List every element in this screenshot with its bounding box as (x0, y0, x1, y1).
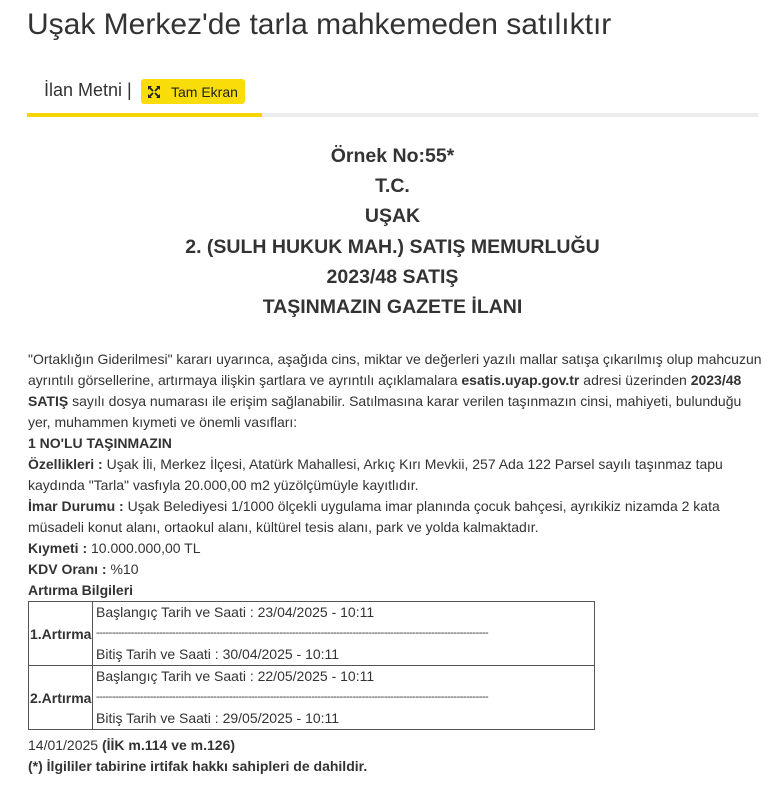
active-tab-indicator (27, 113, 262, 117)
page-title: Uşak Merkez'de tarla mahkemeden satılıktır (27, 8, 612, 41)
auction-table (28, 601, 595, 730)
file-number: 2023/48 SATIŞ (28, 372, 742, 409)
notice-date-line (28, 735, 763, 756)
dash-separator: ---------------------------------------------------------------------------------------------------------------------------- (96, 627, 489, 639)
table-row (29, 602, 595, 666)
esatis-link[interactable]: esatis.uyap.gov.tr (461, 372, 580, 388)
dash-separator: ---------------------------------------------------------------------------------------------------------------------------- (96, 691, 489, 703)
auction-heading: Artırma Bilgileri (28, 582, 134, 598)
fullscreen-label: Tam Ekran (171, 83, 238, 100)
auction-label: 2.Artırma (29, 666, 93, 730)
fullscreen-button[interactable] (141, 79, 245, 104)
property-zoning: İmar Durumu : Uşak Belediyesi 1/1000 ölçekli uygulama imar planında çocuk bahçesi, ayrıkikiz nizamda 2 kata müsadeli konut alanı, ortaokul alanı, kültürel tesis alanı, park ve yolda kalmaktadır. (28, 498, 720, 535)
law-reference: (İİK m.114 ve m.126) (101, 737, 236, 753)
header-office: 2. (SULH HUKUK MAH.) SATIŞ MEMURLUĞU (185, 235, 600, 258)
notice-body (28, 349, 763, 601)
header-city: UŞAK (364, 205, 421, 228)
auction-dates (93, 602, 595, 666)
auction-start: Başlangıç Tarih ve Saati : 22/05/2025 - 10:11 (96, 668, 375, 684)
document-header (0, 141, 776, 322)
expand-arrows-icon (147, 85, 161, 99)
property-features: Özellikleri : Uşak İli, Merkez İlçesi, Atatürk Mahallesi, Arkıç Kırı Mevkii, 257 Ada 122 Parsel sayılı taşınmaz tapu kaydında "Tarla" vasfıyla 20.000,00 m2 yüzölçümüyle kayıtlıdır. (28, 456, 723, 493)
intro-paragraph: "Ortaklığın Giderilmesi" kararı uyarınca, aşağıda cins, miktar ve değerleri yazılı mallar satışa çıkarılmış olup mahcuzun ayrıntılı görsellerine, artırmaya ilişkin şartlara ve ayrıntılı açıklamalara esatis.uyap.gov.tr adresi üzerinden 2023/48 SATIŞ sayılı dosya numarası ile erişim sağlanabilir. Satılmasına karar verilen taşınmazın cinsi, mahiyeti, bulunduğu yer, muhammen kıymeti ve önemli vasıfları: (28, 351, 762, 430)
footnote: (*) İlgililer tabirine irtifak hakkı sahipleri de dahildir. (28, 758, 368, 774)
notice-footer (28, 735, 763, 777)
tab-ilan-metni[interactable]: İlan Metni | (44, 80, 132, 100)
tab-bar (27, 76, 758, 118)
auction-dates (93, 666, 595, 730)
auction-end: Bitiş Tarih ve Saati : 29/05/2025 - 10:11 (96, 710, 340, 726)
auction-label: 1.Artırma (29, 602, 93, 666)
property-value: Kıymeti : 10.000.000,00 TL (28, 540, 201, 556)
auction-end: Bitiş Tarih ve Saati : 30/04/2025 - 10:11 (96, 646, 340, 662)
notice-date: 14/01/2025 (28, 737, 99, 753)
header-file-number: 2023/48 SATIŞ (326, 265, 459, 288)
table-row (29, 666, 595, 730)
header-notice-title: TAŞINMAZIN GAZETE İLANI (262, 296, 523, 319)
sample-number: Örnek No:55* (330, 145, 455, 167)
auction-start: Başlangıç Tarih ve Saati : 23/04/2025 - 10:11 (96, 604, 375, 620)
header-tc: T.C. (375, 175, 410, 198)
property-vat: KDV Oranı : %10 (28, 561, 139, 577)
property-heading: 1 NO'LU TAŞINMAZIN (28, 435, 172, 451)
